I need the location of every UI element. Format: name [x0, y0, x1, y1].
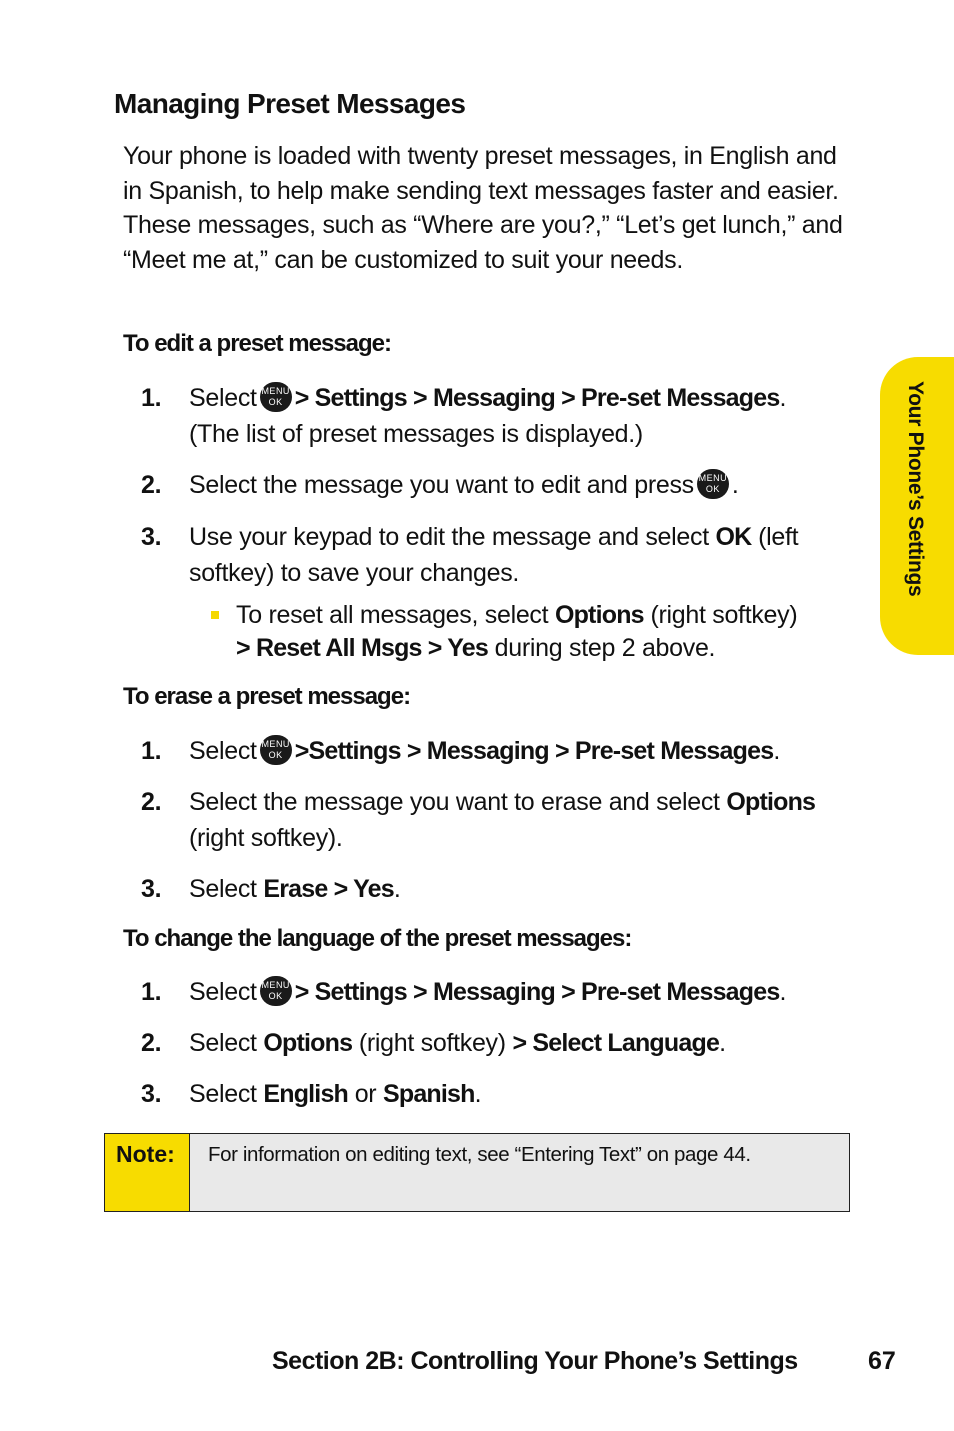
menu-path: > Settings > Messaging > Pre-set Messages: [294, 978, 780, 1006]
step-number: 3.: [141, 1080, 162, 1108]
menu-ok-key-icon: MENU OK: [260, 976, 292, 1006]
language-heading: To change the language of the preset messages:: [123, 925, 632, 952]
note-text: For information on editing text, see “Entering Text” on page 44.: [208, 1143, 751, 1166]
step-number: 1.: [141, 737, 162, 765]
step-number: 1.: [141, 384, 162, 412]
step-number: 2.: [141, 471, 162, 499]
edit-heading: To edit a preset message:: [123, 330, 391, 357]
intro-paragraph: Your phone is loaded with twenty preset messages, in English and in Spanish, to help make sending text messages faster and easier. These messages, such as “Where are you?,” “Let’s get lunch,” and “Meet me at,” can be customized to suit your needs.: [123, 142, 843, 275]
step-number: 3.: [141, 875, 162, 903]
step-number: 2.: [141, 1029, 162, 1057]
step-number: 2.: [141, 788, 162, 816]
section-side-tab: [880, 357, 954, 655]
footer-section-title: Section 2B: Controlling Your Phone’s Settings: [272, 1347, 798, 1375]
menu-ok-key-icon: MENU OK: [260, 735, 292, 765]
page-title: Managing Preset Messages: [114, 88, 466, 119]
erase-heading: To erase a preset message:: [123, 683, 411, 710]
side-tab-label: Your Phone’s Settings: [904, 381, 927, 597]
note-box: [104, 1133, 850, 1212]
page-number: 67: [868, 1347, 896, 1375]
note-label: Note:: [105, 1134, 190, 1211]
menu-ok-key-icon: MENU OK: [260, 382, 292, 412]
menu-path: > Settings > Messaging > Pre-set Messages: [294, 384, 780, 412]
step-number: 1.: [141, 978, 162, 1006]
bullet-square-icon: [211, 611, 219, 619]
step-number: 3.: [141, 523, 162, 551]
menu-ok-key-icon: MENU OK: [697, 469, 729, 499]
menu-path: >Settings > Messaging > Pre-set Messages: [294, 737, 774, 765]
